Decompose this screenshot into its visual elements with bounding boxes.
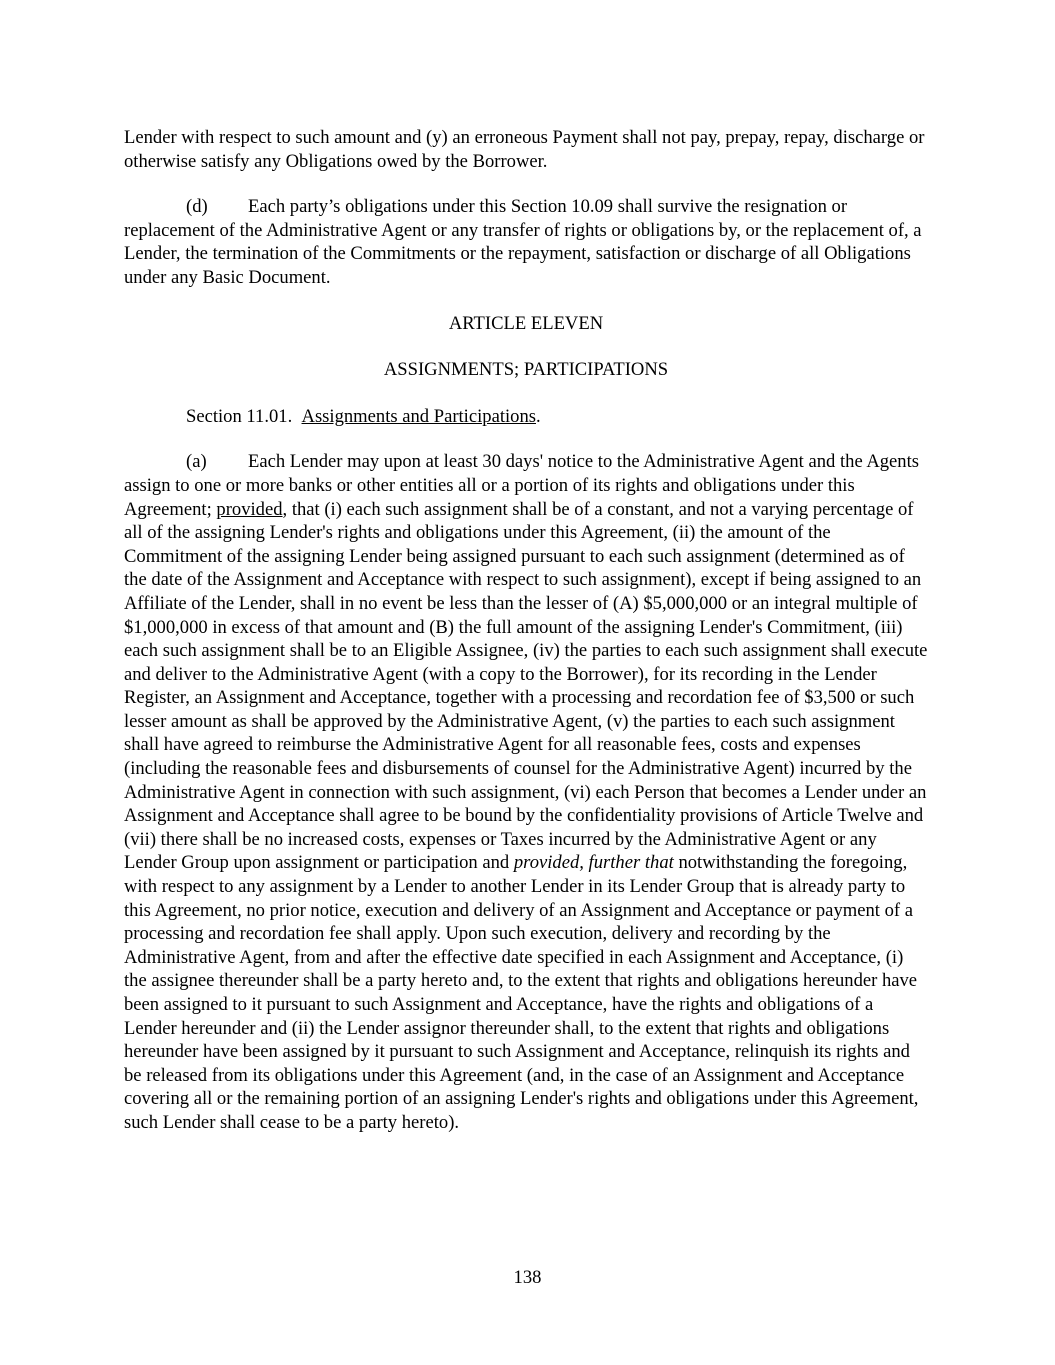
section-title: Assignments and Participations <box>301 405 536 427</box>
provided-further-term: provided, further that <box>513 852 674 874</box>
section-number: Section 11.01. <box>186 405 293 427</box>
article-subtitle: ASSIGNMENTS; PARTICIPATIONS <box>383 359 669 381</box>
document-page <box>124 126 928 1157</box>
paragraph-a-text-3: notwithstanding the foregoing, with respect to any assignment by a Lender to another Lender in its Lender Group that is already party to this Agreement, no prior notice, execution and delivery of an Assignment and Acceptance or payment of a processing and recordation fee shall apply. Upon such execution, delivery and recording by the Administrative Agent, from and after the effective date specified in each Assignment and Acceptance, (i) the assignee thereunder shall be a party hereto and, to the extent that rights and obligations hereunder have been assigned to it pursuant to such Assignment and Acceptance, have the rights and obligations of a Lender hereunder and (ii) the Lender assignor thereunder shall, to the extent that rights and obligations hereunder have been assigned by it pursuant to such Assignment and Acceptance, relinquish its rights and be released from its obligations under this Agreement (and, in the case of an Assignment and Acceptance covering all or the remaining portion of an assigning Lender's rights and obligations under this Agreement, such Lender shall cease to be a party hereto). <box>124 852 919 1133</box>
article-title: ARTICLE ELEVEN <box>448 312 604 334</box>
provided-term: provided <box>216 498 283 520</box>
paragraph-d-text: Each party’s obligations under this Section 10.09 shall survive the resignation or replacement of the Administrative Agent or any transfer of rights or obligations by, or the replacement of, a Lender, the termination of the Commitments or the repayment, satisfaction or discharge of all Obligations under any Basic Document. <box>124 196 922 288</box>
section-title-period: . <box>535 405 541 427</box>
paragraph-d <box>124 195 928 289</box>
paragraph-a-label: (a) <box>186 451 207 473</box>
paragraph-a-text-2: , that (i) each such assignment shall be of a constant, and not a varying percentage of all of the assigning Lender's rights and obligations under this Agreement, (ii) the amount of the Commitment of the assigning Lender being assigned pursuant to each such assignment (determined as of the date of the Assignment and Acceptance with respect to such assignment), except if being assigned to an Affiliate of the Lender, shall in no event be less than the lesser of (A) $5,000,000 or an integral multiple of $1,000,000 in excess of that amount and (B) the full amount of the assigning Lender's Commitment, (iii) each such assignment shall be to an Eligible Assignee, (iv) the parties to each such assignment shall execute and deliver to the Administrative Agent (with a copy to the Borrower), for its recording in the Lender Register, an Assignment and Acceptance, together with a processing and recordation fee of $3,500 or such lesser amount as shall be approved by the Administrative Agent, (v) the parties to each such assignment shall have agreed to reimburse the Administrative Agent for all reasonable fees, costs and expenses (including the reasonable fees and disbursements of counsel for the Administrative Agent) incurred by the Administrative Agent in connection with such assignment, (vi) each Person that becomes a Lender under an Assignment and Acceptance shall agree to be bound by the confidentiality provisions of Article Twelve and (vii) there shall be no increased costs, expenses or Taxes incurred by the Administrative Agent or any Lender Group upon assignment or participation and <box>124 498 928 874</box>
page-number: 138 <box>513 1267 542 1288</box>
continuation-text: Lender with respect to such amount and (y) an erroneous Payment shall not pay, prepay, repay, discharge or otherwise satisfy any Obligations owed by the Borrower. <box>124 127 925 172</box>
continuation-paragraph <box>124 126 928 173</box>
paragraph-d-label: (d) <box>186 196 208 218</box>
section-heading <box>124 405 928 429</box>
paragraph-a-text-1: Each Lender may upon at least 30 days' notice to the Administrative Agent and the Agents assign to one or more banks or other entities all or a portion of its rights and obligations under this Agreement; <box>124 451 920 520</box>
paragraph-a <box>124 450 928 1134</box>
